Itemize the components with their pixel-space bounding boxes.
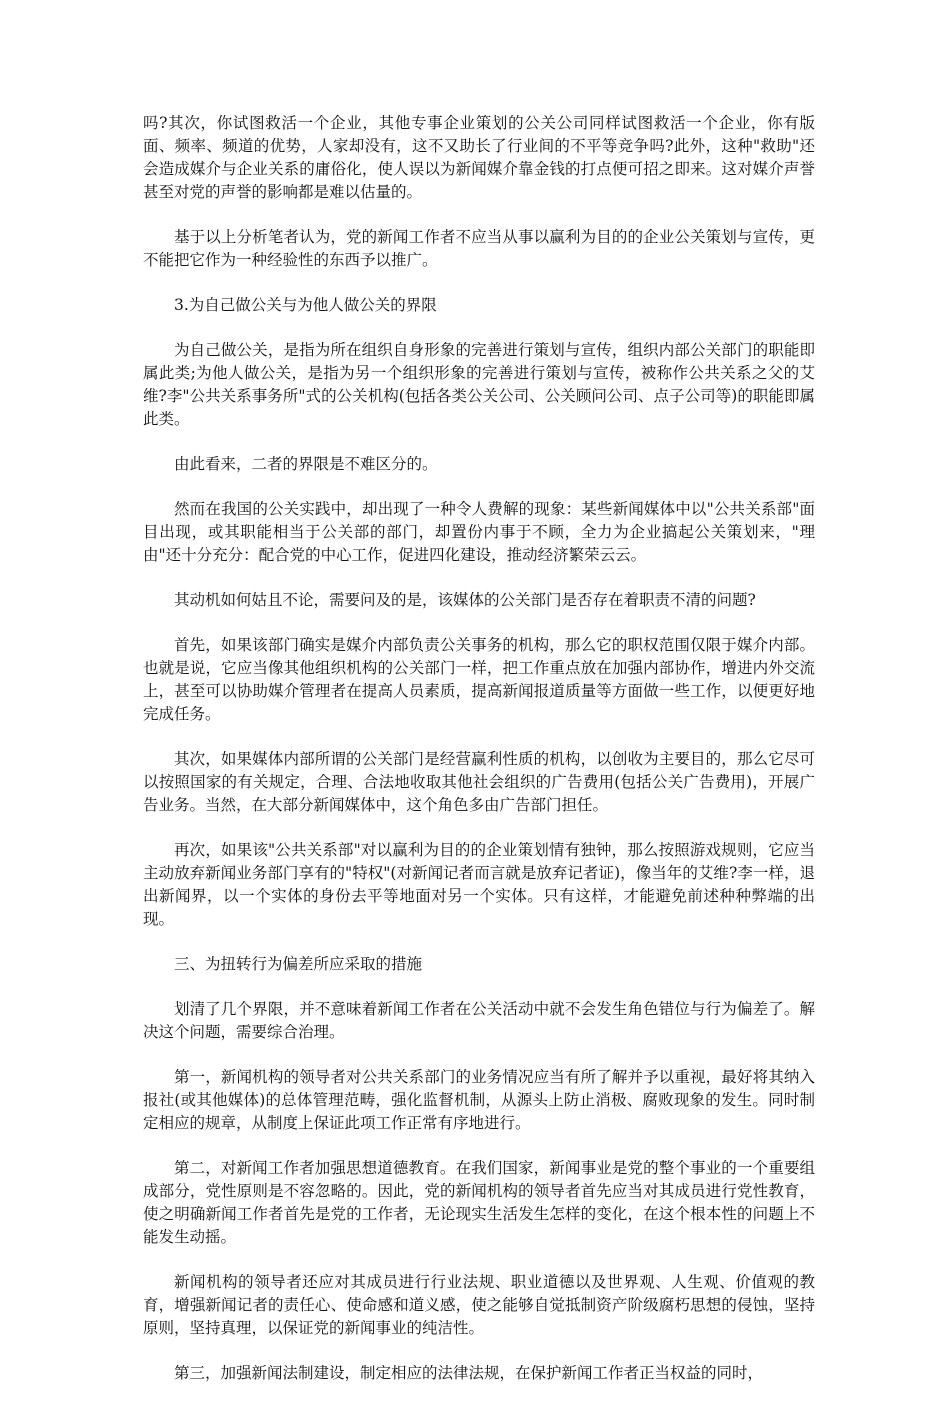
paragraph-12: 划清了几个界限，并不意味着新闻工作者在公关活动中就不会发生角色错位与行为偏差了。解决这个问题，需要综合治理。: [143, 1000, 815, 1041]
paragraph-15: 新闻机构的领导者还应对其成员进行行业法规、职业道德以及世界观、人生观、价值观的教育，增强新闻记者的责任心、使命感和道义感，使之能够自觉抵制资产阶级腐朽思想的侵蚀，坚持原则，坚持真理，以保证党的新闻事业的纯洁性。: [143, 1273, 815, 1337]
paragraph-8: 首先，如果该部门确实是媒介内部负责公关事务的机构，那么它的职权范围仅限于媒介内部。也就是说，它应当像其他组织机构的公关部门一样，把工作重点放在加强内部协作，增进内外交流上，甚至可以协助媒介管理者在提高人员素质，提高新闻报道质量等方面做一些工作，以便更好地完成任务。: [143, 636, 815, 723]
paragraph-5: 由此看来，二者的界限是不难区分的。: [174, 455, 438, 473]
paragraph-14: 第二，对新闻工作者加强思想道德教育。在我们国家，新闻事业是党的整个事业的一个重要组成部分，党性原则是不容忽略的。因此，党的新闻机构的领导者首先应当对其成员进行党性教育，使之明确新闻工作者首先是党的工作者，无论现实生活发生怎样的变化，在这个根本性的问题上不能发生动摇。: [143, 1159, 815, 1246]
paragraph-1: 吗?其次，你试图救活一个企业，其他专事企业策划的公关公司同样试图救活一个企业，你有版面、频率、频道的优势，人家却没有，这不又助长了行业间的不平等竞争吗?此外，这种"救助"还会造成媒介与企业关系的庸俗化，使人误以为新闻媒介靠金钱的打点便可招之即来。这对媒介声誉甚至对党的声誉的影响都是难以估量的。: [143, 114, 815, 201]
document-page: [143, 112, 815, 1407]
paragraph-2: 基于以上分析笔者认为，党的新闻工作者不应当从事以赢利为目的的企业公关策划与宣传，更不能把它作为一种经验性的东西予以推广。: [143, 228, 815, 269]
paragraph-13: 第一，新闻机构的领导者对公共关系部门的业务情况应当有所了解并予以重视，最好将其纳入报社(或其他媒体)的总体管理范畴，强化监督机制，从源头上防止消极、腐败现象的发生。同时制定相应的规章，从制度上保证此项工作正常有序地进行。: [143, 1068, 815, 1132]
paragraph-9: 其次，如果媒体内部所谓的公关部门是经营赢利性质的机构，以创收为主要目的，那么它尽可以按照国家的有关规定，合理、合法地收取其他社会组织的广告费用(包括公关广告费用)，开展广告业务。当然，在大部分新闻媒体中，这个角色多由广告部门担任。: [143, 750, 815, 814]
paragraph-10: 再次，如果该"公共关系部"对以赢利为目的的企业策划情有独钟，那么按照游戏规则，它应当主动放弃新闻业务部门享有的"特权"(对新闻记者而言就是放弃记者证)，像当年的艾维?李一样，退出新闻界，以一个实体的身份去平等地面对另一个实体。只有这样，才能避免前述种种弊端的出现。: [143, 841, 815, 928]
paragraph-4: 为自己做公关，是指为所在组织自身形象的完善进行策划与宣传，组织内部公关部门的职能即属此类;为他人做公关，是指为另一个组织形象的完善进行策划与宣传，被称作公共关系之父的艾维?李"公共关系事务所"式的公关机构(包括各类公关公司、公关顾问公司、点子公司等)的职能即属此类。: [143, 341, 815, 428]
paragraph-7: 其动机如何姑且不论，需要问及的是，该媒体的公关部门是否存在着职责不清的问题?: [174, 591, 756, 609]
section-heading-11: 三、为扭转行为偏差所应采取的措施: [174, 955, 423, 973]
paragraph-16: 第三，加强新闻法制建设，制定相应的法律法规，在保护新闻工作者正当权益的同时，: [174, 1364, 764, 1382]
section-heading-3: 3.为自己做公关与为他人做公关的界限: [174, 296, 437, 314]
paragraph-6: 然而在我国的公关实践中，却出现了一种令人费解的现象：某些新闻媒体中以"公共关系部"面目出现，或其职能相当于公关部的部门，却置份内事于不顾，全力为企业搞起公关策划来，"理由"还十分充分：配合党的中心工作，促进四化建设，推动经济繁荣云云。: [143, 500, 815, 564]
